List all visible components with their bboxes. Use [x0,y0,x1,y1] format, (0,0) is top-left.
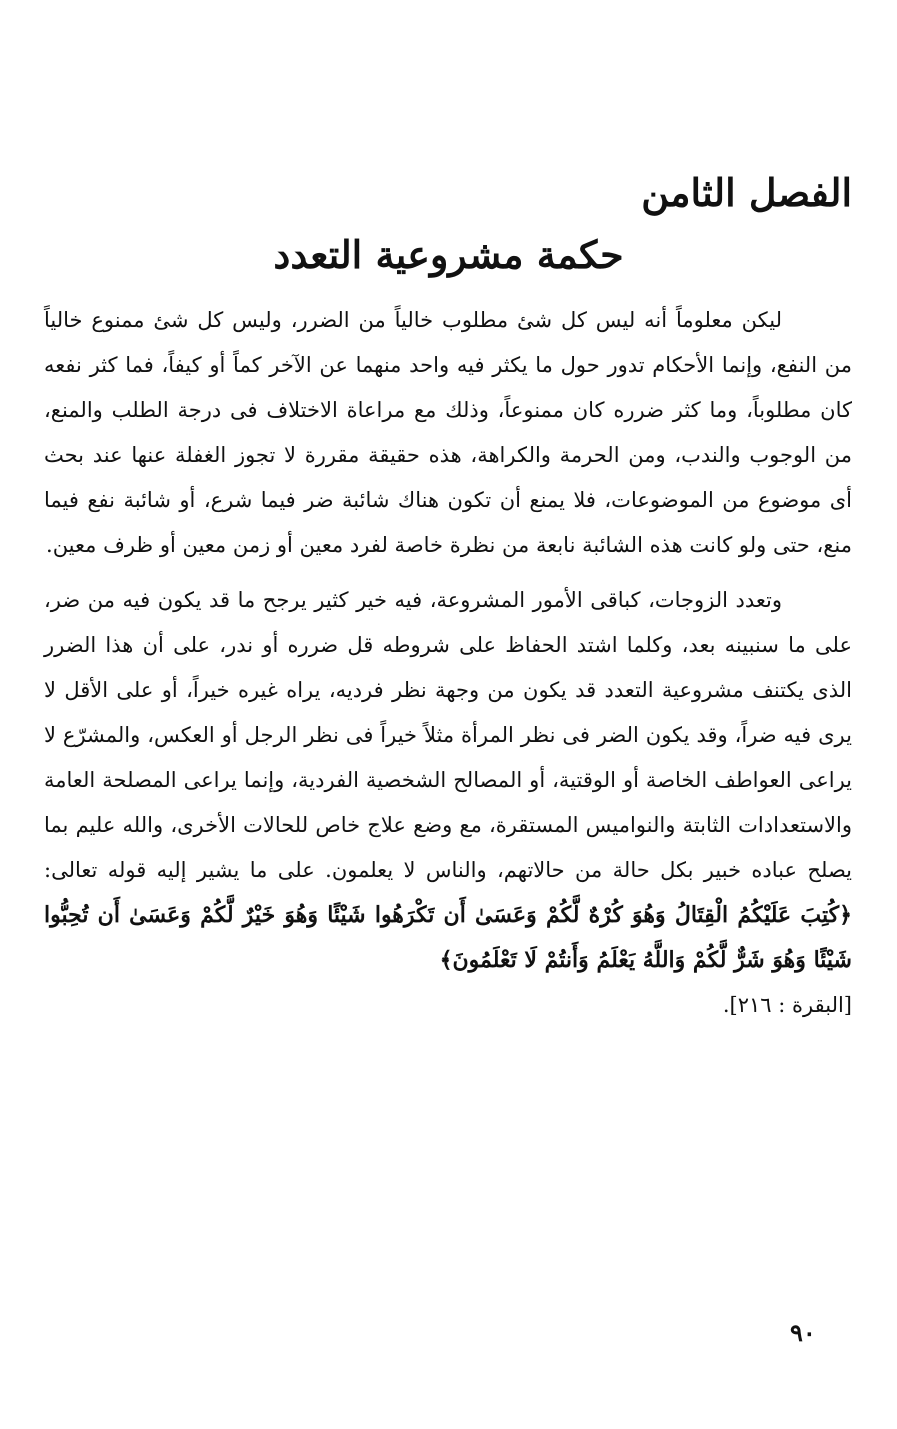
paragraph-2-text: وتعدد الزوجات، كباقى الأمور المشروعة، فيه خير كثير يرجح ما قد يكون فيه من ضر، على ما سنبينه بعد، وكلما اشتد الحفاظ على شروطه قل ضرره أو ندر، على أن هذا الضرر الذى يكتنف مشروعية التعدد قد يكون من وجهة نظر فرديه، يراه غيره خيراً، أو على الأقل لا يرى فيه ضراً، وقد يكون الضر فى نظر المرأة مثلاً خيراً فى نظر الرجل أو العكس، والمشرّع لا يراعى العواطف الخاصة أو الوقتية، أو المصالح الشخصية الفردية، وإنما يراعى المصلحة العامة والاستعدادات الثابتة والنواميس المستقرة، مع وضع علاج خاص للحالات الأخرى، والله عليم بما يصلح عباده خبير بكل حالة من حالاتهم، والناس لا يعلمون. على ما يشير إليه قوله تعالى: [44,588,852,882]
verse-reference: [البقرة : ٢١٦]. [722,993,852,1017]
body-text [44,298,852,1028]
chapter-title: الفصل الثامن [641,170,852,215]
page-number: ٩٠ [790,1318,816,1347]
section-title: حكمة مشروعية التعدد [273,232,624,277]
paragraph-1: ليكن معلوماً أنه ليس كل شئ مطلوب خالياً من الضرر، وليس كل شئ ممنوع خالياً من النفع، وإنما الأحكام تدور حول ما يكثر فيه واحد منهما عن الآخر كماً أو كيفاً، فما كثر نفعه كان مطلوباً، وما كثر ضرره كان ممنوعاً، وذلك مع مراعاة الاختلاف فى درجة الطلب والمنع، من الوجوب والندب، ومن الحرمة والكراهة، هذه حقيقة مقررة لا تجوز الغفلة عنها عند بحث أى موضوع من الموضوعات، فلا يمنع أن تكون هناك شائبة ضر فيما شرع، أو شائبة نفع فيما منع، حتى ولو كانت هذه الشائبة نابعة من نظرة خاصة لفرد معين أو زمن معين أو ظرف معين. [44,308,852,557]
quran-verse: ﴿كُتِبَ عَلَيْكُمُ الْقِتَالُ وَهُوَ كُرْهٌ لَّكُمْ وَعَسَىٰ أَن تَكْرَهُوا شَيْئًا وَهُوَ خَيْرٌ لَّكُمْ وَعَسَىٰ أَن تُحِبُّوا شَيْئًا وَهُوَ شَرٌّ لَّكُمْ وَاللَّهُ يَعْلَمُ وَأَنتُمْ لَا تَعْلَمُونَ﴾ [44,902,852,973]
paragraph-2 [44,578,852,1028]
